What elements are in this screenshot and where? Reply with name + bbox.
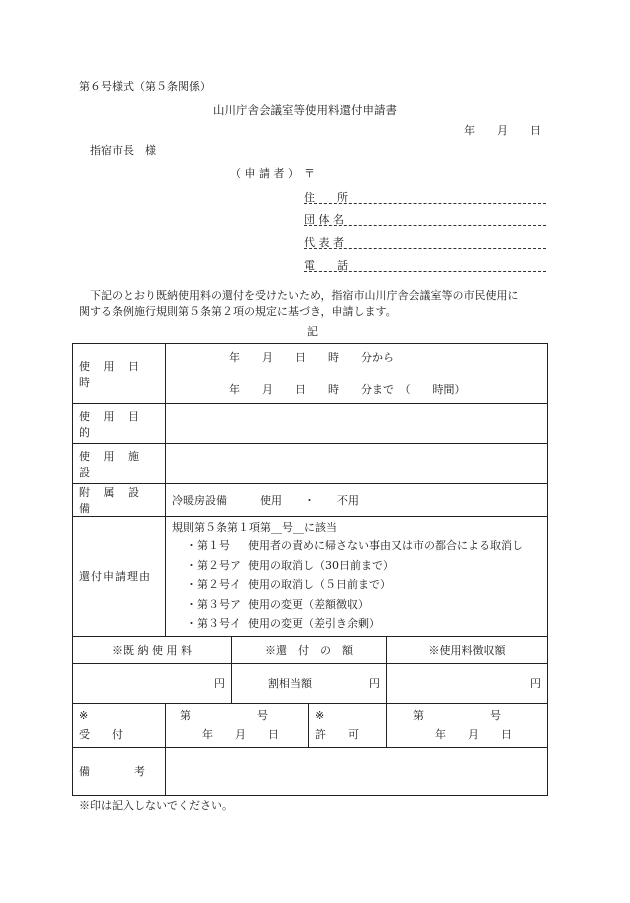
usage-facility-label: 使 用 施 設: [73, 444, 166, 484]
usage-datetime-row: [73, 344, 548, 404]
usage-datetime-cell[interactable]: [166, 344, 548, 404]
document-title: 山川庁舎会議室等使用料還付申請書: [213, 103, 397, 117]
field-label: 代 表 者: [304, 236, 344, 249]
reason-code: ・第１号: [186, 539, 230, 552]
usage-facility-input[interactable]: [166, 444, 548, 484]
remarks-label: 備 考: [73, 747, 166, 795]
permission-mark: ※: [315, 709, 325, 723]
application-date[interactable]: 年 月 日: [464, 124, 541, 137]
field-underline: [304, 203, 546, 204]
refund-reason-header: 規則第５条第１項第__号__に該当: [172, 521, 337, 534]
equipment-options[interactable]: 冷暖房設備 使用 ・ 不用: [166, 484, 548, 517]
permission-label-cell: [309, 703, 387, 747]
application-table: [72, 343, 548, 796]
reason-code: ・第３号イ: [186, 617, 241, 630]
reason-code: ・第２号イ: [186, 578, 241, 591]
discount-label: 割相当額: [268, 677, 312, 690]
refund-reason-label: 還付申請理由: [73, 517, 166, 637]
reason-item[interactable]: [172, 595, 541, 615]
reason-text: 使用者の責めに帰さない事由又は市の都合による取消し: [248, 539, 523, 552]
permission-number-date[interactable]: [387, 703, 548, 747]
reception-date: 年 月 日: [202, 727, 279, 741]
reason-code: ・第２号ア: [186, 558, 241, 572]
refund-amount-cell[interactable]: [232, 663, 387, 703]
equipment-row: [73, 484, 548, 517]
form-number: 第６号様式（第５条関係）: [79, 80, 211, 93]
ki-heading: 記: [307, 325, 318, 338]
field-underline: [304, 271, 546, 272]
fee-header-row: [73, 636, 548, 663]
reason-text: 使用の変更（差額徴収）: [248, 597, 369, 611]
refund-reason-row: [73, 517, 548, 637]
field-label: 住 所: [304, 191, 348, 204]
reception-mark: ※: [79, 709, 89, 723]
yen-unit: 円: [214, 677, 225, 690]
equipment-label: 附 属 設 備: [73, 484, 166, 517]
field-label: 団 体 名: [304, 213, 344, 226]
footnote: ※印は記入しないでください。: [79, 799, 233, 812]
reason-item[interactable]: [172, 575, 541, 595]
yen-unit: 円: [530, 677, 542, 690]
reception-number: 第 号: [180, 709, 268, 723]
remarks-row: [73, 747, 548, 795]
postal-mark: 〒: [304, 167, 315, 180]
reason-text: 使用の取消し（５日前まで）: [248, 578, 391, 591]
fee-collection-cell[interactable]: [387, 663, 548, 703]
addressee: 指宿市長 様: [90, 144, 156, 157]
reason-item[interactable]: [172, 556, 541, 576]
fee-collection-header: ※使用料徴収額: [387, 636, 548, 663]
usage-purpose-input[interactable]: [166, 404, 548, 444]
usage-purpose-label: 使 用 目 的: [73, 404, 166, 444]
yen-unit: 円: [369, 677, 380, 690]
remarks-input[interactable]: [166, 747, 548, 795]
field-label: 電 話: [304, 259, 348, 272]
paid-fee-header: ※既 納 使 用 料: [73, 636, 232, 663]
reason-item[interactable]: [172, 536, 541, 556]
usage-facility-row: [73, 444, 548, 484]
usage-datetime-label: 使 用 日 時: [73, 344, 166, 404]
reason-text: 使用の取消し（30日前まで）: [248, 558, 394, 572]
reception-number-date[interactable]: [166, 703, 309, 747]
reception-label: 受 付: [79, 727, 123, 741]
reason-code: ・第３号ア: [186, 597, 241, 611]
fee-value-row: [73, 663, 548, 703]
reason-text: 使用の変更（差引き余剰）: [248, 617, 380, 630]
permission-label: 許 可: [315, 727, 359, 741]
field-underline: [304, 248, 546, 249]
reason-item[interactable]: [172, 614, 541, 634]
usage-purpose-row: [73, 404, 548, 444]
applicant-label: （ 申 請 者 ）: [230, 167, 299, 180]
paid-fee-cell[interactable]: [73, 663, 232, 703]
reception-permission-row: [73, 703, 548, 747]
refund-amount-header: ※還 付 の 額: [232, 636, 387, 663]
usage-from-text: 年 月 日 時 分から: [229, 351, 394, 365]
body-text-line-2: 関する条例施行規則第５条第２項の規定に基づき，申請します。: [79, 305, 397, 318]
permission-number: 第 号: [413, 709, 501, 723]
field-underline: [304, 225, 546, 226]
body-text-line-1: 下記のとおり既納使用料の還付を受けたいため，指宿市山川庁舎会議室等の市民使用に: [79, 289, 519, 302]
usage-to-text: 年 月 日 時 分まで （ 時間）: [229, 382, 466, 396]
permission-date: 年 月 日: [435, 727, 512, 741]
refund-reason-cell[interactable]: [166, 517, 548, 637]
reception-label-cell: [73, 703, 166, 747]
